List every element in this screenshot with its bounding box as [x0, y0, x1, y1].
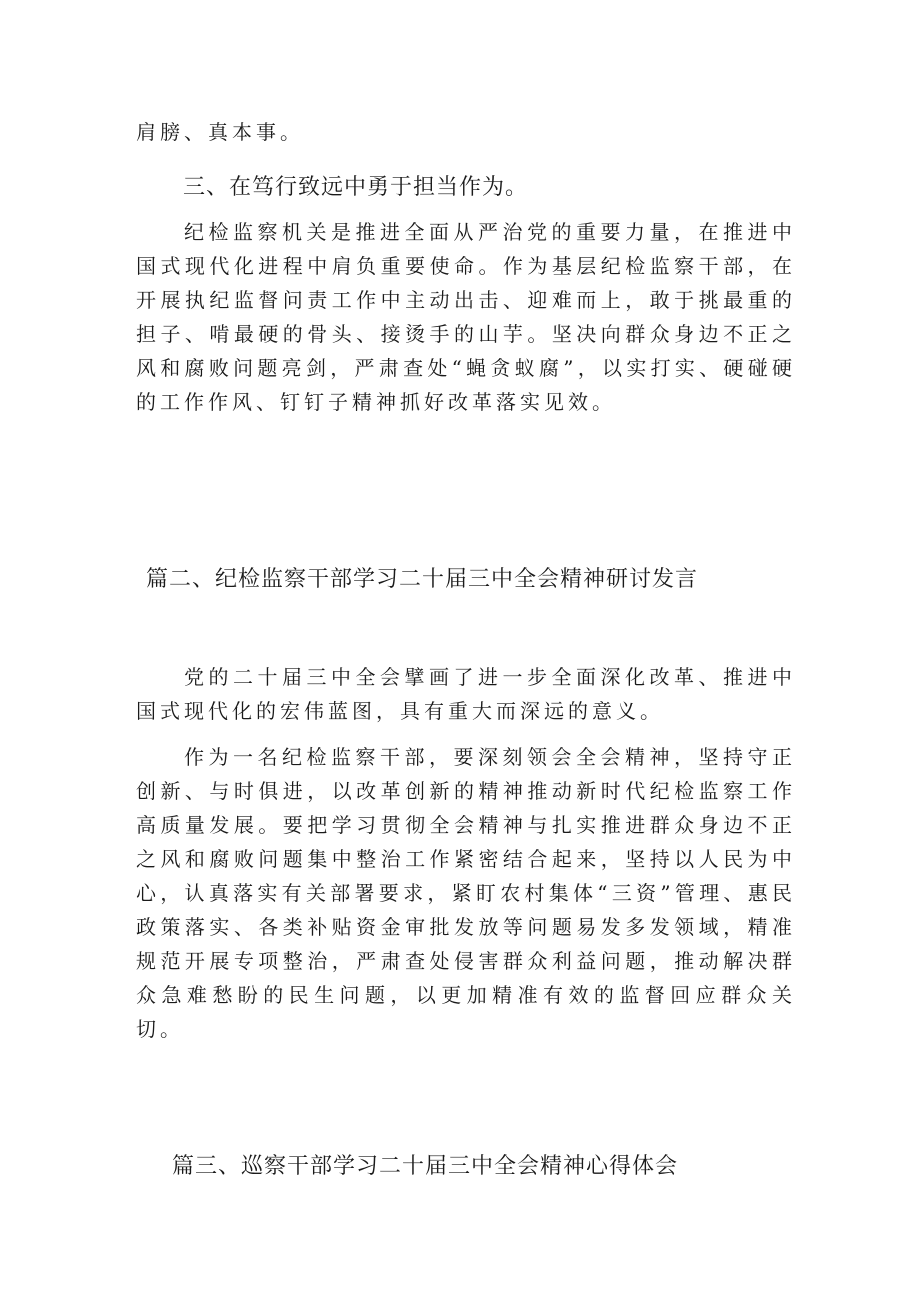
article-2-paragraph-1: 党的二十届三中全会擘画了进一步全面深化改革、推进中国式现代化的宏伟蓝图，具有重大而深远的意义。 [136, 665, 796, 723]
continuation-text: 肩膀、真本事。 [136, 120, 304, 144]
section-heading: 三、在笃行致远中勇于担当作为。 [183, 175, 529, 200]
article-3-title: 篇三、巡察干部学习二十届三中全会精神心得体会 [172, 1154, 679, 1179]
article-2-paragraph-2: 作为一名纪检监察干部，要深刻领会全会精神，坚持守正创新、与时俱进，以改革创新的精神推动新时代纪检监察工作高质量发展。要把学习贯彻全会精神与扎实推进群众身边不正之风和腐败问题集中整治工作紧密结合起来，坚持以人民为中心，认真落实有关部署要求，紧盯农村集体“三资”管理、惠民政策落实、各类补贴资金审批发放等问题易发多发领域，精准规范开展专项整治，严肃查处侵害群众利益问题，推动解决群众急难愁盼的民生问题，以更加精准有效的监督回应群众关切。 [136, 745, 796, 1041]
article-2-title: 篇二、纪检监察干部学习二十届三中全会精神研讨发言 [146, 567, 699, 592]
section-paragraph: 纪检监察机关是推进全面从严治党的重要力量，在推进中国式现代化进程中肩负重要使命。作为基层纪检监察干部，在开展执纪监督问责工作中主动出击、迎难而上，敢于挑最重的担子、啃最硬的骨头、接烫手的山芋。坚决向群众身边不正之风和腐败问题亮剑，严肃查处“蝇贪蚁腐”，以实打实、硬碰硬的工作作风、钉钉子精神抓好改革落实见效。 [136, 220, 796, 414]
